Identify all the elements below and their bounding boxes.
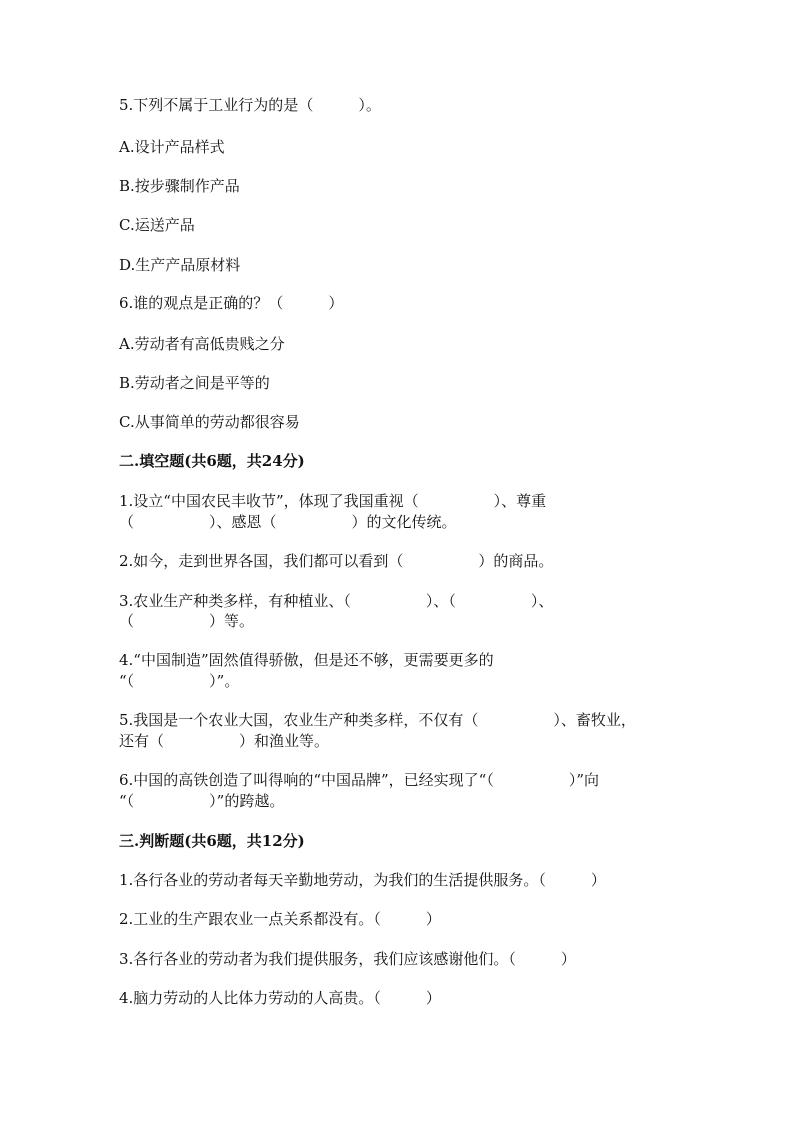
question-5-option-a: A.设计产品样式 [119,138,225,156]
fill-3-line-1: 3.农业生产种类多样，有种植业、（ ）、（ ）、 [119,592,554,610]
question-5-option-b: B.按步骤制作产品 [119,177,240,195]
fill-1-line-1: 1.设立“中国农民丰收节”，体现了我国重视（ ）、尊重 [119,492,547,510]
question-6-option-a: A.劳动者有高低贵贱之分 [119,335,285,353]
fill-4-line-2: “（ ）”。 [119,672,240,690]
fill-1-line-2: （ ）、感恩（ ）的文化传统。 [119,513,457,531]
fill-2: 2.如今，走到世界各国，我们都可以看到（ ）的商品。 [119,552,554,570]
judge-1: 1.各行各业的劳动者每天辛勤地劳动，为我们的生活提供服务。（ ） [119,871,606,889]
question-6-stem: 6.谁的观点是正确的？（ ） [119,294,344,312]
fill-3-line-2: （ ）等。 [119,612,255,630]
question-5-stem: 5.下列不属于工业行为的是（ ）。 [119,96,381,114]
judge-3: 3.各行各业的劳动者为我们提供服务，我们应该感谢他们。（ ） [119,950,576,968]
fill-4-line-1: 4.“中国制造”固然值得骄傲，但是还不够，更需要更多的 [119,651,494,669]
fill-6-line-1: 6.中国的高铁创造了叫得响的“中国品牌”，已经实现了“（ ）”向 [119,771,599,789]
question-6-option-c: C.从事简单的劳动都很容易 [119,413,300,431]
fill-6-line-2: “（ ）”的跨越。 [119,792,285,810]
question-6-option-b: B.劳动者之间是平等的 [119,374,270,392]
question-5-option-c: C.运送产品 [119,216,195,234]
section-3-heading: 三.判断题(共6题，共12分) [119,832,305,850]
judge-4: 4.脑力劳动的人比体力劳动的人高贵。（ ） [119,989,441,1007]
judge-2: 2.工业的生产跟农业一点关系都没有。（ ） [119,910,441,928]
question-5-option-d: D.生产产品原材料 [119,256,241,274]
section-2-heading: 二.填空题(共6题，共24分) [119,452,305,470]
fill-5-line-2: 还有（ ）和渔业等。 [119,732,330,750]
fill-5-line-1: 5.我国是一个农业大国，农业生产种类多样，不仅有（ ）、畜牧业， [119,711,636,729]
